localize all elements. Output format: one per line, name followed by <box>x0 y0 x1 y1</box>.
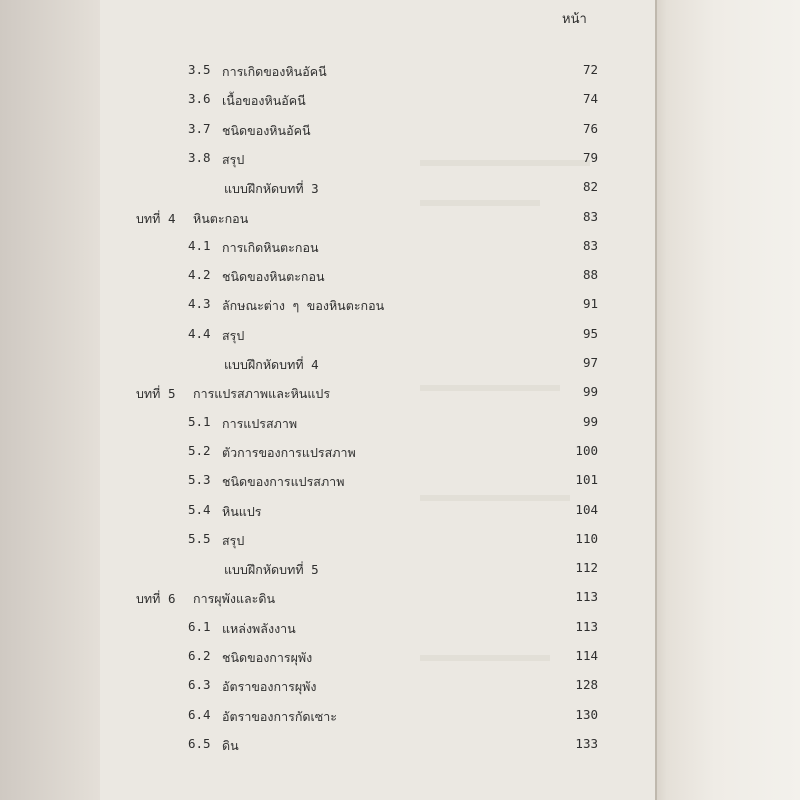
toc-row-section <box>0 531 800 553</box>
exercise-title: แบบฝึกหัดบทที่ 3 <box>224 181 319 197</box>
toc-row-section <box>0 736 800 758</box>
section-title: การเกิดหินตะกอน <box>222 239 319 255</box>
section-title: ชนิดของการแปรสภาพ <box>222 474 345 490</box>
section-number: 3.5 <box>188 62 211 77</box>
section-title: สรุป <box>222 532 245 548</box>
chapter-title: การผุพังและดิน <box>193 591 276 607</box>
section-number: 4.1 <box>188 237 211 253</box>
section-number: 5.1 <box>188 413 211 429</box>
page-number: 104 <box>575 501 598 517</box>
page-number: 100 <box>575 442 598 458</box>
section-number: 4.2 <box>188 267 211 283</box>
page-number: 128 <box>575 677 598 693</box>
section-title: ดิน <box>222 737 239 753</box>
page-number: 79 <box>582 149 598 165</box>
toc-row-section <box>0 648 800 670</box>
section-title: อัตราของการกัดเซาะ <box>222 708 337 724</box>
section-title: ลักษณะต่าง ๆ ของหินตะกอน <box>222 298 385 314</box>
section-title: สรุป <box>222 151 245 167</box>
toc-row-chapter <box>0 209 800 231</box>
page-number: 113 <box>575 618 598 634</box>
page-number: 113 <box>575 589 598 605</box>
toc-row-section <box>0 707 800 729</box>
chapter-title: การแปรสภาพและหินแปร <box>193 386 331 402</box>
page-number: 110 <box>575 530 598 546</box>
toc-row-exercise <box>0 560 800 582</box>
section-number: 6.2 <box>188 648 211 663</box>
toc-row-section <box>0 414 800 436</box>
section-number: 5.4 <box>188 501 211 517</box>
toc-row-section <box>0 296 800 318</box>
page-number: 114 <box>575 648 598 663</box>
section-number: 6.1 <box>188 618 211 634</box>
page-number: 99 <box>582 413 598 429</box>
section-title: สรุป <box>222 327 245 343</box>
section-title: การแปรสภาพ <box>222 415 298 431</box>
toc-row-section <box>0 238 800 260</box>
page-number: 83 <box>582 208 598 224</box>
toc-row-section <box>0 62 800 84</box>
toc-row-section <box>0 150 800 172</box>
toc-row-chapter <box>0 384 800 406</box>
section-title: ชนิดของหินตะกอน <box>222 269 325 285</box>
section-title: หินแปร <box>222 503 262 519</box>
section-number: 4.4 <box>188 325 211 341</box>
toc-row-section <box>0 502 800 524</box>
page-number: 88 <box>582 267 598 283</box>
section-number: 6.4 <box>188 706 211 722</box>
chapter-title: หินตะกอน <box>193 210 249 226</box>
section-number: 5.3 <box>188 472 211 488</box>
page-number: 76 <box>582 120 598 136</box>
exercise-title: แบบฝึกหัดบทที่ 5 <box>224 562 319 578</box>
section-number: 3.7 <box>188 120 211 136</box>
page-number: 83 <box>582 237 598 253</box>
page-column-header: หน้า <box>562 12 587 27</box>
chapter-label: บทที่ 6 <box>136 591 176 607</box>
page-number: 101 <box>575 472 598 488</box>
page-number: 133 <box>575 735 598 751</box>
toc-row-exercise <box>0 179 800 201</box>
chapter-label: บทที่ 4 <box>136 210 176 226</box>
section-title: เนื้อของหินอัคนี <box>222 93 306 109</box>
toc-row-section <box>0 443 800 465</box>
page-number: 74 <box>582 91 598 107</box>
section-title: แหล่งพลังงาน <box>222 620 296 636</box>
toc-row-section <box>0 326 800 348</box>
page-number: 95 <box>582 325 598 341</box>
page-number: 91 <box>582 296 598 312</box>
toc-row-section <box>0 121 800 143</box>
section-title: การเกิดของหินอัคนี <box>222 64 327 79</box>
section-number: 6.5 <box>188 735 211 751</box>
section-title: ชนิดของหินอัคนี <box>222 122 311 138</box>
toc-row-exercise <box>0 355 800 377</box>
toc-row-section <box>0 91 800 113</box>
section-number: 6.3 <box>188 677 211 693</box>
toc-row-section <box>0 677 800 699</box>
toc-row-section <box>0 619 800 641</box>
section-number: 5.2 <box>188 442 211 458</box>
page-number: 112 <box>575 560 598 576</box>
section-title: อัตราของการผุพัง <box>222 679 317 695</box>
page-number: 99 <box>582 384 598 400</box>
toc-row-section <box>0 472 800 494</box>
section-title: ตัวการของการแปรสภาพ <box>222 444 356 460</box>
section-number: 3.8 <box>188 149 211 165</box>
section-number: 5.5 <box>188 530 211 546</box>
page-number: 82 <box>582 179 598 195</box>
page-number: 97 <box>582 355 598 370</box>
section-title: ชนิดของการผุพัง <box>222 650 313 665</box>
chapter-label: บทที่ 5 <box>136 386 176 402</box>
toc-row-section <box>0 267 800 289</box>
toc-row-chapter <box>0 589 800 611</box>
exercise-title: แบบฝึกหัดบทที่ 4 <box>224 357 319 372</box>
bleed-through-mark <box>420 495 570 501</box>
section-number: 3.6 <box>188 91 211 107</box>
page-number: 72 <box>582 62 598 77</box>
page-number: 130 <box>575 706 598 722</box>
section-number: 4.3 <box>188 296 211 312</box>
